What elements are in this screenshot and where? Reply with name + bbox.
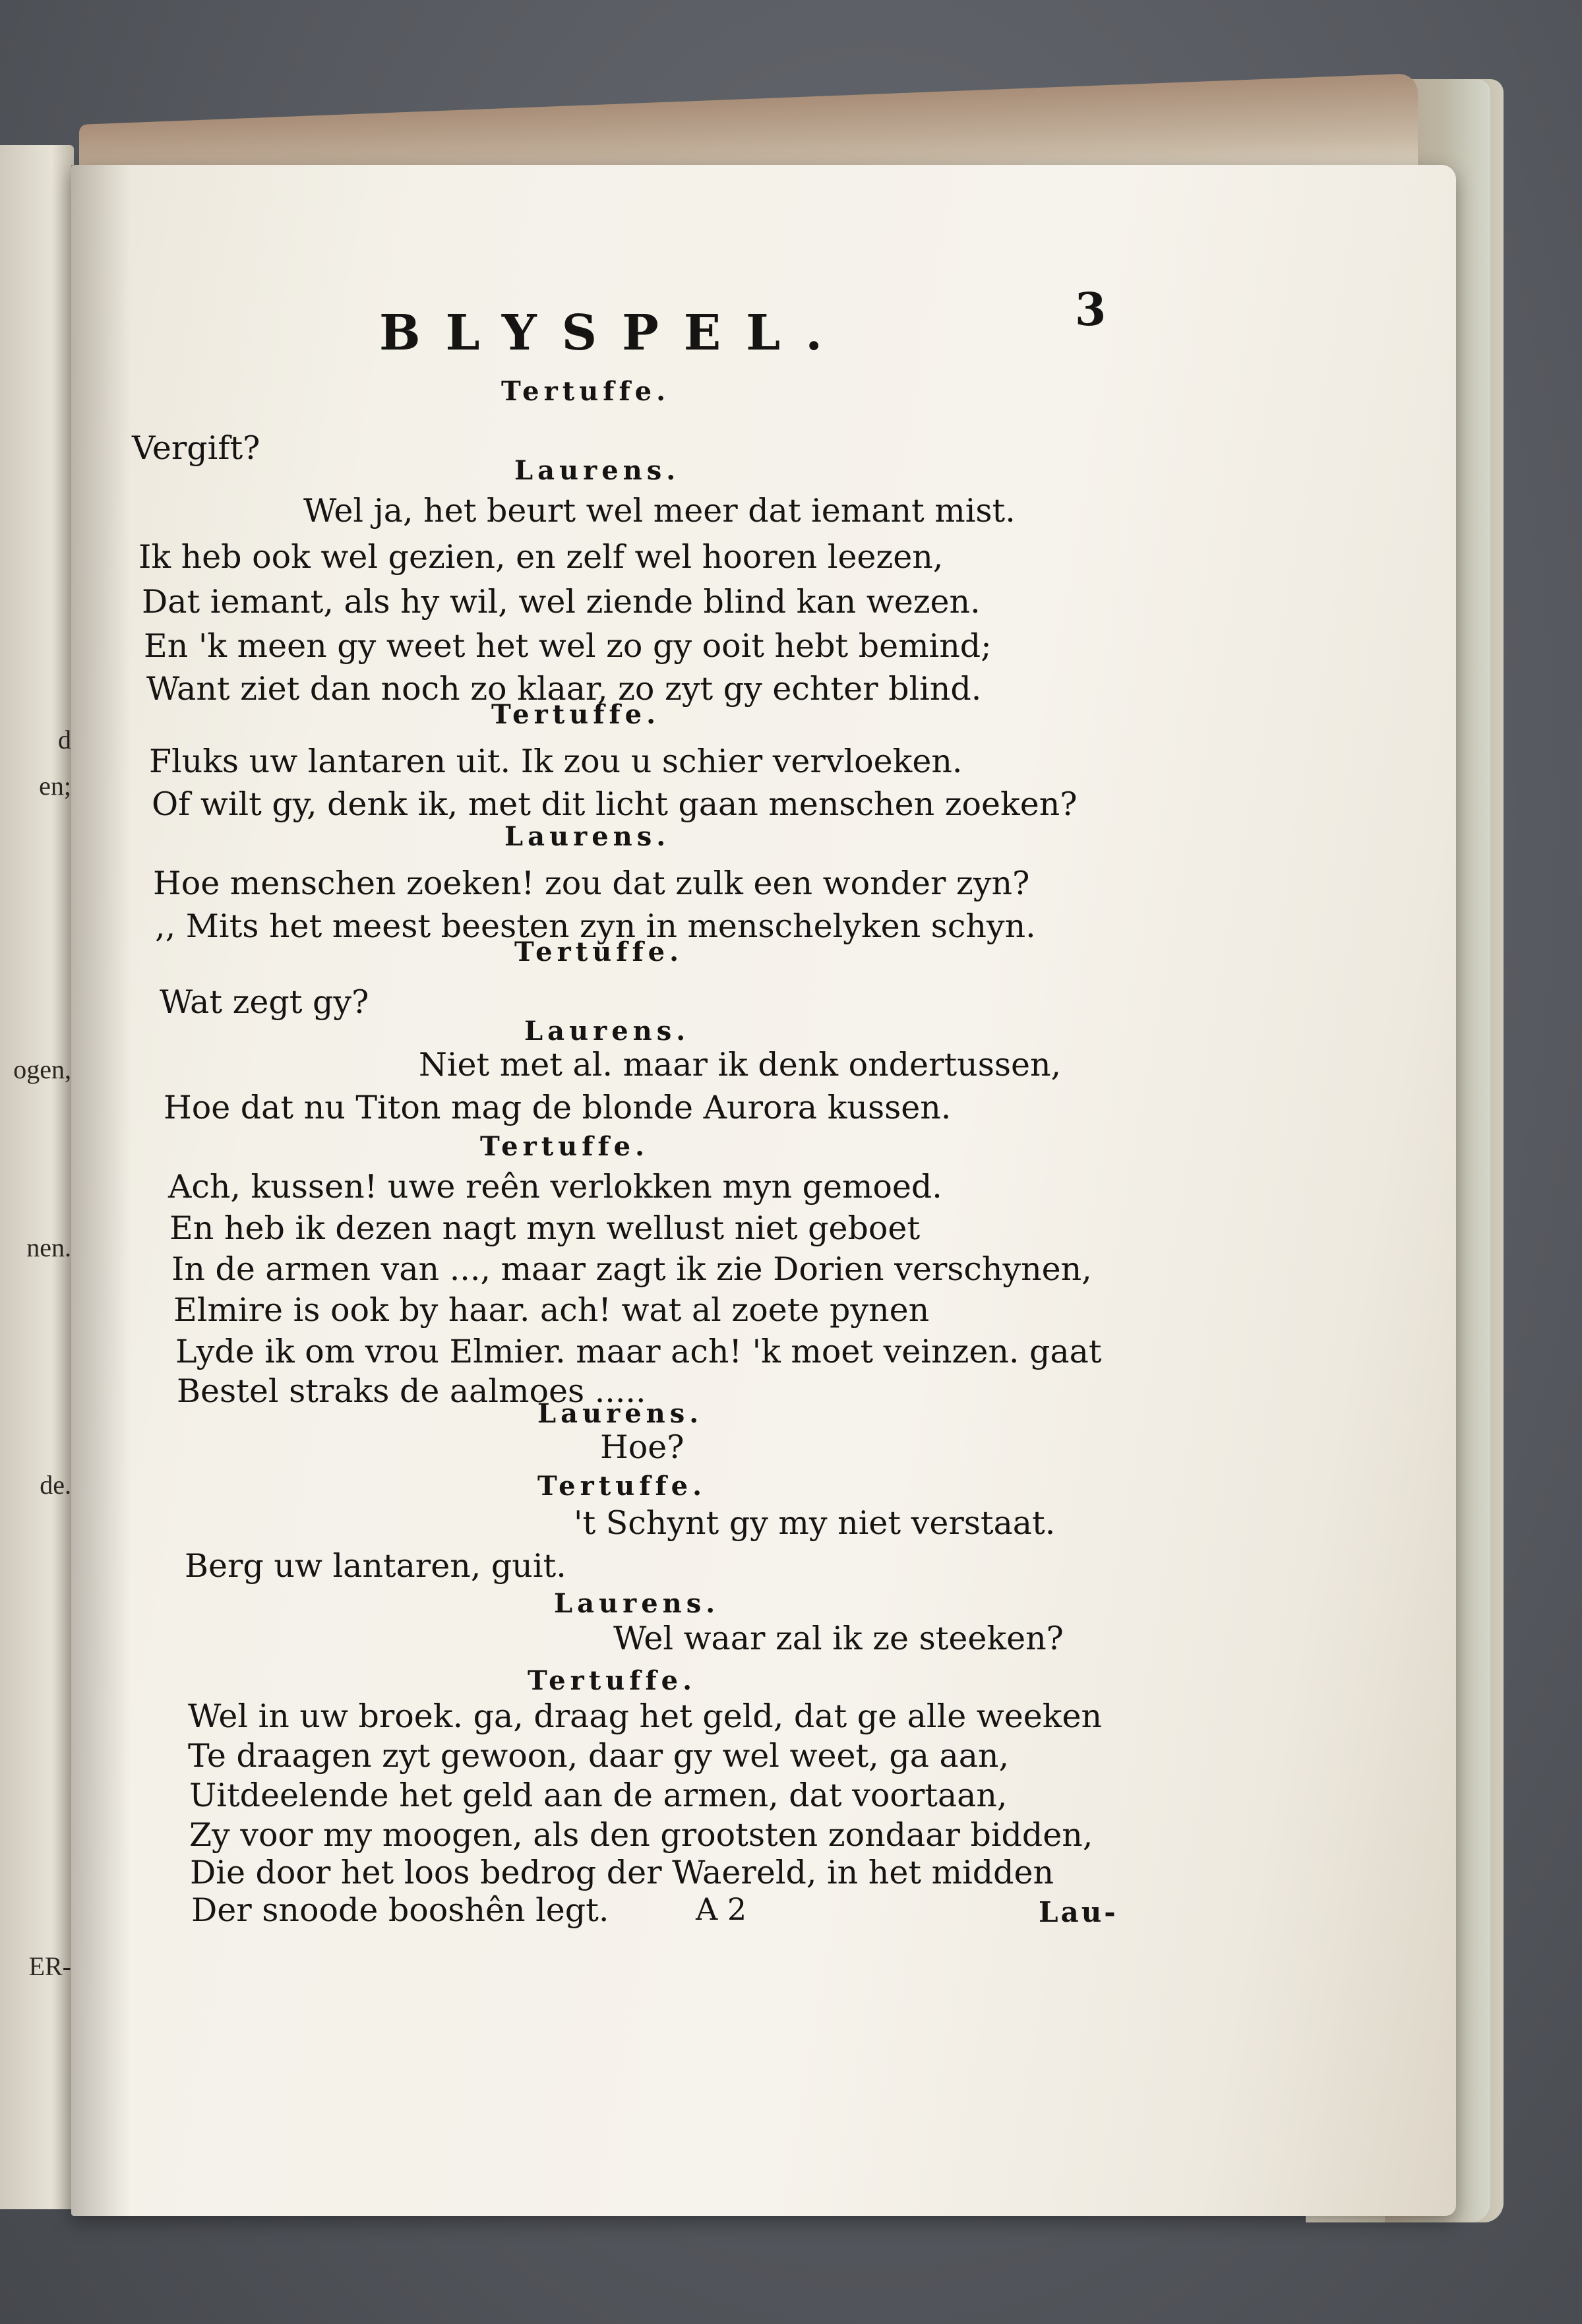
verse-line: Te draagen zyt gewoon, daar gy wel weet, ga aan, — [188, 1737, 1010, 1775]
facing-page-fragment: ogen, — [13, 1055, 71, 1084]
verse-line: Niet met al. maar ik denk ondertussen, — [419, 1046, 1062, 1084]
verse-line: Die door het loos bedrog der Waereld, in het midden — [190, 1854, 1054, 1891]
verse-line: Vergift? — [132, 429, 260, 467]
verse-line: Dat iemant, als hy wil, wel ziende blind kan wezen. — [142, 583, 981, 621]
facing-page-edge — [0, 145, 74, 2209]
speaker-name: Laurens. — [504, 821, 671, 852]
speaker-name: Tertuffe. — [514, 936, 684, 967]
verse-line: Der snoode booshên legt. — [191, 1891, 609, 1929]
signature-mark: A 2 — [696, 1891, 747, 1927]
speaker-name: Laurens. — [514, 455, 681, 486]
catchword: Lau- — [1039, 1896, 1118, 1928]
facing-page-fragment: ER- — [28, 1951, 71, 1981]
verse-line: Hoe dat nu Titon mag de blonde Aurora kussen. — [164, 1089, 952, 1126]
verse-line: Hoe? — [600, 1428, 685, 1466]
speaker-name: Laurens. — [554, 1588, 720, 1619]
speaker-name: Tertuffe. — [480, 1131, 650, 1162]
facing-page-fragment: nen. — [26, 1233, 71, 1262]
verse-line: En 'k meen gy weet het wel zo gy ooit hebt bemind; — [144, 627, 992, 665]
verse-line: ,, Mits het meest beesten zyn in menschelyken schyn. — [155, 907, 1036, 945]
facing-page-fragment: d — [58, 725, 71, 754]
speaker-name: Laurens. — [537, 1398, 704, 1429]
verse-line: Zy voor my moogen, als den grootsten zondaar bidden, — [189, 1816, 1093, 1854]
running-head: BLYSPEL. — [379, 305, 847, 361]
verse-line: En heb ik dezen nagt myn wellust niet geboet — [169, 1209, 921, 1247]
speaker-name: Tertuffe. — [491, 699, 661, 730]
verse-line: In de armen van ..., maar zagt ik zie Dorien verschynen, — [171, 1250, 1092, 1288]
verse-line: Uitdeelende het geld aan de armen, dat voortaan, — [189, 1777, 1008, 1814]
verse-line: Wel in uw broek. ga, draag het geld, dat ge alle weeken — [188, 1697, 1102, 1735]
verse-line: Wel ja, het beurt wel meer dat iemant mist. — [303, 492, 1016, 530]
verse-line: Hoe menschen zoeken! zou dat zulk een wonder zyn? — [153, 865, 1030, 902]
verse-line: Of wilt gy, denk ik, met dit licht gaan menschen zoeken? — [152, 785, 1078, 823]
verse-line: Ik heb ook wel gezien, en zelf wel hooren leezen, — [138, 538, 944, 576]
verse-line: Lyde ik om vrou Elmier. maar ach! 'k moet veinzen. gaat — [175, 1333, 1102, 1370]
speaker-name: Tertuffe. — [501, 376, 671, 407]
verse-line: Fluks uw lantaren uit. Ik zou u schier vervloeken. — [149, 743, 963, 780]
verse-line: Wel waar zal ik ze steeken? — [613, 1620, 1064, 1657]
speaker-name: Tertuffe. — [537, 1471, 707, 1502]
gutter-shadow — [71, 165, 131, 2216]
page-number: 3 — [1075, 284, 1107, 336]
verse-line: Bestel straks de aalmoes ..... — [177, 1372, 646, 1410]
verse-line: 't Schynt gy my niet verstaat. — [574, 1504, 1056, 1542]
speaker-name: Tertuffe. — [528, 1665, 697, 1696]
verse-line: Ach, kussen! uwe reên verlokken myn gemoed. — [168, 1168, 942, 1206]
facing-page-fragment: de. — [40, 1470, 71, 1500]
verse-line: Elmire is ook by haar. ach! wat al zoete pynen — [173, 1291, 930, 1329]
facing-page-fragment: en; — [39, 771, 71, 801]
speaker-name: Laurens. — [524, 1016, 690, 1047]
verse-line: Want ziet dan noch zo klaar, zo zyt gy echter blind. — [146, 670, 982, 708]
verse-line: Wat zegt gy? — [160, 983, 369, 1021]
verse-line: Berg uw lantaren, guit. — [185, 1547, 566, 1585]
